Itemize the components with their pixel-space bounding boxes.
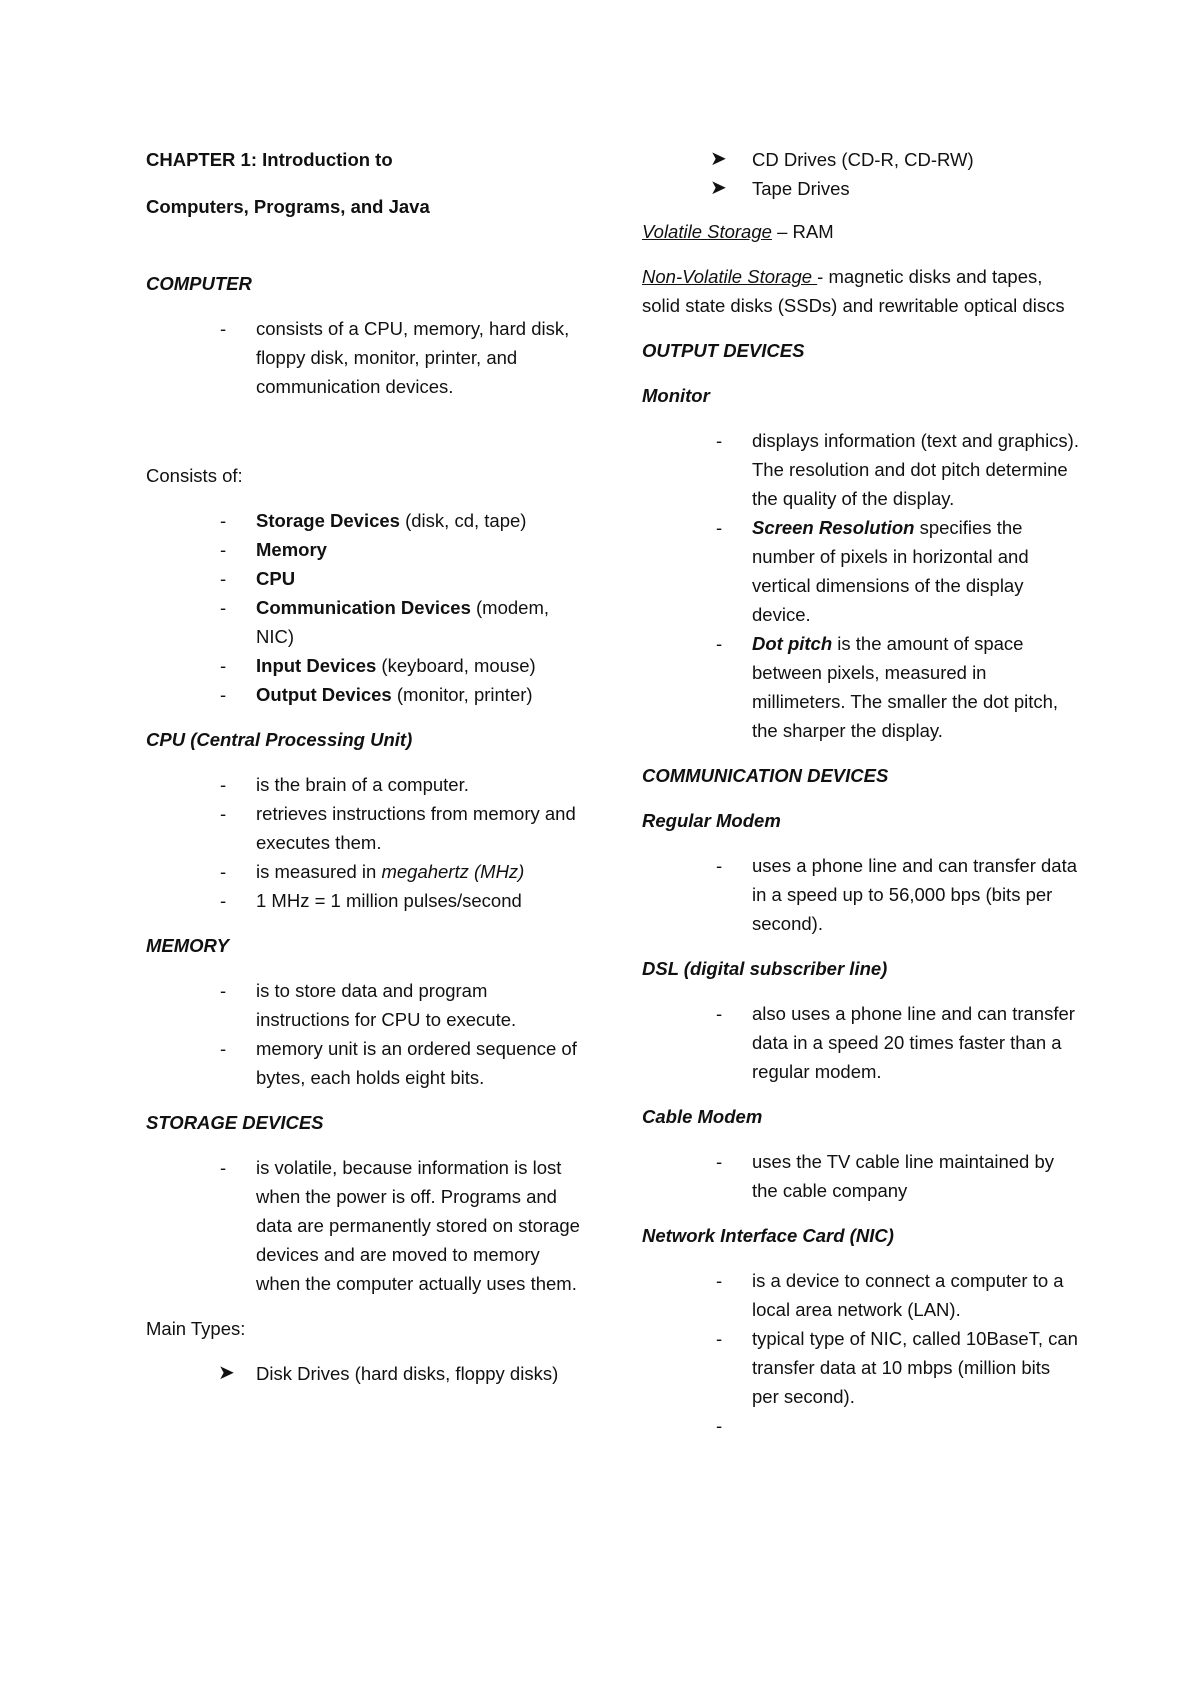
list-item: - retrieves instructions from memory and executes them. bbox=[220, 803, 576, 853]
computer-heading: COMPUTER bbox=[146, 273, 252, 294]
arrow-bullet-icon: ➤ bbox=[218, 1362, 235, 1384]
monitor-list bbox=[642, 426, 1082, 745]
drive-list bbox=[642, 145, 1082, 203]
list-item: - Screen Resolution specifies the number of pixels in horizontal and vertical dimensions of the display device. bbox=[716, 517, 1029, 625]
dsl-list bbox=[642, 999, 1082, 1086]
nic-list bbox=[642, 1266, 1082, 1440]
regular-modem-heading: Regular Modem bbox=[642, 810, 781, 831]
list-item: - Memory bbox=[220, 539, 327, 560]
left-column bbox=[146, 145, 586, 1404]
chapter-title-line1: CHAPTER 1: Introduction to bbox=[146, 149, 393, 170]
main-types-list bbox=[146, 1359, 586, 1388]
monitor-heading: Monitor bbox=[642, 385, 710, 406]
list-item: - uses a phone line and can transfer data in a speed up to 56,000 bps (bits per second). bbox=[716, 855, 1078, 934]
list-item: - uses the TV cable line maintained by the cable company bbox=[716, 1151, 1055, 1201]
nic-heading: Network Interface Card (NIC) bbox=[642, 1225, 894, 1246]
storage-list bbox=[146, 1153, 586, 1298]
volatile-storage: Volatile Storage – RAM bbox=[642, 221, 834, 242]
non-volatile-storage: Non-Volatile Storage - magnetic disks and tapes, solid state disks (SSDs) and rewritable optical discs bbox=[642, 266, 1065, 316]
list-item: - memory unit is an ordered sequence of bytes, each holds eight bits. bbox=[220, 1038, 577, 1088]
list-item: - Output Devices (monitor, printer) bbox=[220, 684, 533, 705]
chapter-title-line2: Computers, Programs, and Java bbox=[146, 196, 430, 217]
list-item: - typical type of NIC, called 10BaseT, can transfer data at 10 mbps (million bits per second). bbox=[716, 1328, 1078, 1407]
cpu-list bbox=[146, 770, 586, 915]
list-item: - is a device to connect a computer to a local area network (LAN). bbox=[716, 1270, 1064, 1320]
list-item: - is to store data and program instructions for CPU to execute. bbox=[220, 980, 517, 1030]
computer-list bbox=[146, 314, 586, 401]
list-item: - bbox=[716, 1415, 723, 1436]
dash-marker: - bbox=[220, 318, 227, 339]
memory-heading: MEMORY bbox=[146, 935, 229, 956]
arrow-bullet-icon: ➤ bbox=[710, 148, 727, 170]
list-item: - Communication Devices (modem, NIC) bbox=[220, 597, 550, 647]
list-item: - CPU bbox=[220, 568, 296, 589]
list-item: - consists of a CPU, memory, hard disk, floppy disk, monitor, printer, and communication devices. bbox=[146, 314, 586, 401]
list-item: - also uses a phone line and can transfer data in a speed 20 times faster than a regular modem. bbox=[716, 1003, 1075, 1082]
communication-devices-heading: COMMUNICATION DEVICES bbox=[642, 765, 889, 786]
list-item: - is volatile, because information is lost when the power is off. Programs and data are permanently stored on storage devices and are moved to memory when the computer actually uses them. bbox=[220, 1157, 580, 1294]
consists-list bbox=[146, 506, 586, 709]
list-item: - is measured in megahertz (MHz) bbox=[220, 861, 525, 882]
list-item: ➤ Tape Drives bbox=[642, 174, 1082, 203]
right-column bbox=[642, 145, 1082, 1456]
list-item: - is the brain of a computer. bbox=[220, 774, 469, 795]
output-devices-heading: OUTPUT DEVICES bbox=[642, 340, 805, 361]
list-item: - displays information (text and graphics). The resolution and dot pitch determine the quality of the display. bbox=[716, 430, 1079, 509]
list-item: ➤ CD Drives (CD-R, CD-RW) bbox=[642, 145, 1082, 174]
consists-label: Consists of: bbox=[146, 465, 243, 486]
regular-modem-list bbox=[642, 851, 1082, 938]
memory-list bbox=[146, 976, 586, 1092]
list-item: - Input Devices (keyboard, mouse) bbox=[220, 655, 536, 676]
dsl-heading: DSL (digital subscriber line) bbox=[642, 958, 888, 979]
main-types-label: Main Types: bbox=[146, 1318, 246, 1339]
arrow-bullet-icon: ➤ bbox=[710, 177, 727, 199]
cpu-heading: CPU (Central Processing Unit) bbox=[146, 729, 413, 750]
list-item: - Storage Devices (disk, cd, tape) bbox=[220, 510, 527, 531]
list-item: - Dot pitch is the amount of space between pixels, measured in millimeters. The smaller the dot pitch, the sharper the display. bbox=[716, 633, 1059, 741]
cable-modem-heading: Cable Modem bbox=[642, 1106, 763, 1127]
list-item: - 1 MHz = 1 million pulses/second bbox=[220, 890, 522, 911]
storage-heading: STORAGE DEVICES bbox=[146, 1112, 324, 1133]
cable-modem-list bbox=[642, 1147, 1082, 1205]
list-item: ➤ Disk Drives (hard disks, floppy disks) bbox=[146, 1359, 586, 1388]
